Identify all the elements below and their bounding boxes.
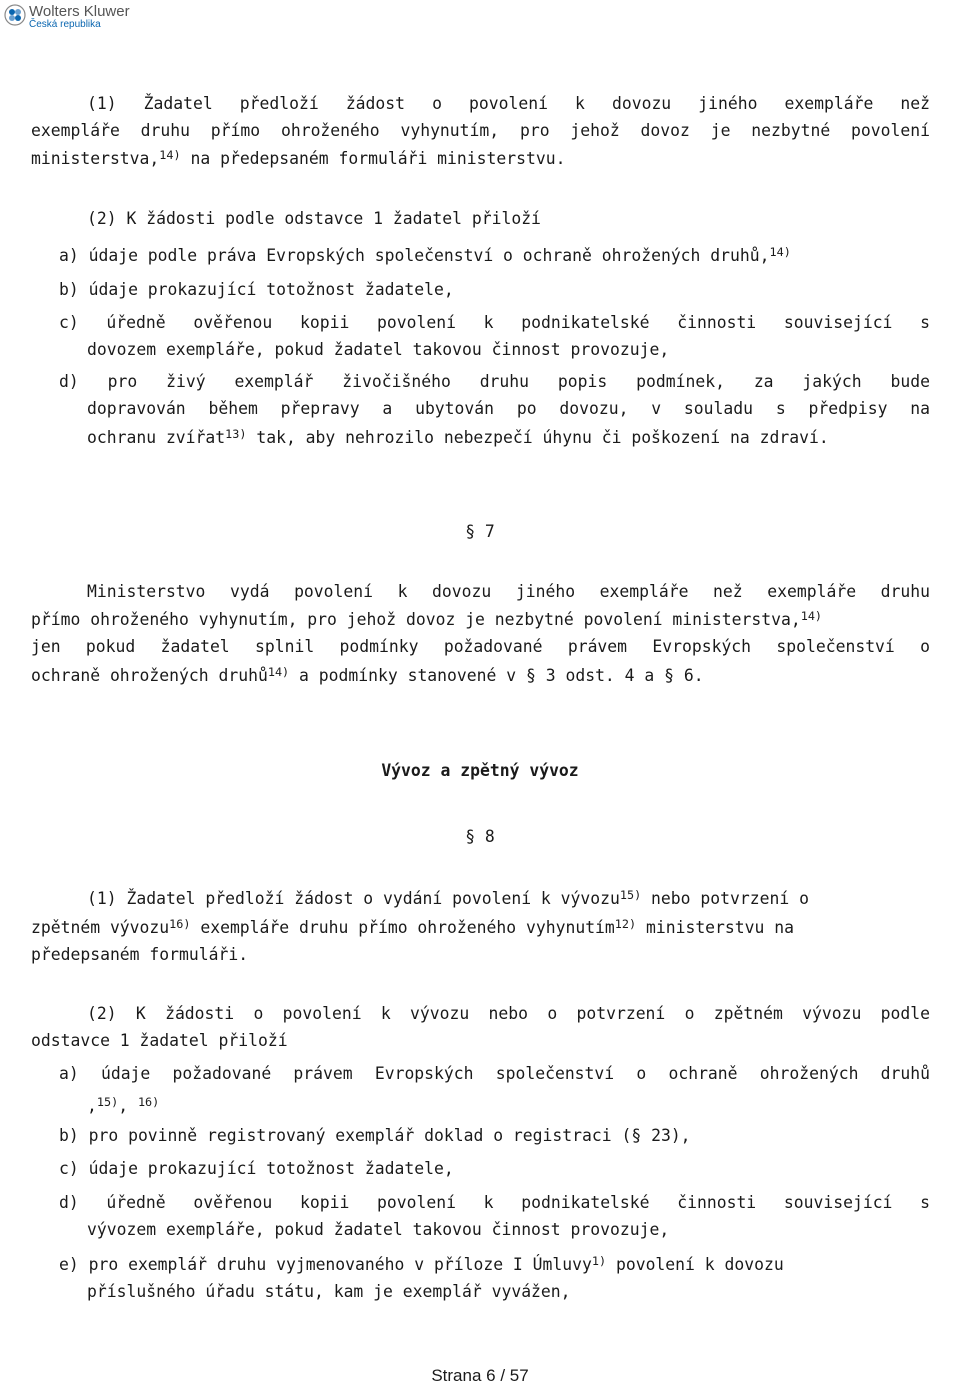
text-line: odstavce 1 žadatel přiloží [31,1031,288,1050]
list-item: e) pro exemplář druhu vyjmenovaného v příloze I Úmluvy$^{1)}$ povolení k dovozu [59,1253,784,1274]
text-line: ochranu zvířat$^{13)}$ tak, aby nehrozilo nebezpečí úhynu či poškození na zdraví. [87,426,829,447]
list-item: a) údaje podle práva Evropských společenství o ochraně ohrožených druhů,$^{14)}$ [59,244,791,265]
list-item: a) údaje požadované právem Evropských společenství o ochraně ohrožených druhů [59,1064,930,1083]
text-line: jen pokud žadatel splnil podmínky požadované právem Evropských společenství o [31,637,930,656]
footnote-ref: 16) [137,1094,160,1109]
text-line: (2) K žádosti podle odstavce 1 žadatel přiloží [87,209,541,228]
wolters-kluwer-logo-icon [4,4,26,26]
text-line: (1) Žadatel předloží žádost o povolení k dovozu jiného exempláře než [87,94,930,113]
footnote-ref: 12) [614,916,637,931]
list-item: b) pro povinně registrovaný exemplář doklad o registraci (§ 23), [59,1126,691,1145]
footnote-ref: 14) [769,244,791,259]
footnote-ref: 14) [800,608,823,623]
footnote-ref: 13) [225,426,247,441]
footnote-ref: 15) [96,1094,119,1109]
section-number: § 7 [465,522,495,541]
text-line: (1) Žadatel předloží žádost o vydání povolení k vývozu$^{15)}$ nebo potvrzení o [87,887,809,908]
brand-name: Wolters Kluwer [29,3,130,20]
list-item: b) údaje prokazující totožnost žadatele, [59,280,454,299]
text-line: předepsaném formuláři. [31,945,249,964]
brand-subtitle: Česká republika [29,19,101,30]
text-line: přímo ohroženého vyhynutím, pro jehož dovoz je nezbytné povolení ministerstva,$^{14)}$ [31,608,823,629]
text-line: ,$^{15)}$, $^{16)}$ [87,1094,160,1115]
text-line: příslušného úřadu státu, kam je exemplář vyvážen, [87,1282,571,1301]
text-line: (2) K žádosti o povolení k vývozu nebo o potvrzení o zpětném vývozu podle [87,1004,930,1023]
text-line: dovozem exempláře, pokud žadatel takovou činnost provozuje, [87,340,670,359]
page-number: Strana 6 / 57 [431,1366,529,1385]
footnote-ref: 16) [169,916,191,931]
footnote-ref: 1) [591,1253,607,1268]
text-line: zpětném vývozu$^{16)}$ exempláře druhu přímo ohroženého vyhynutím$^{12)}$ ministerstvu na [31,916,794,937]
footnote-ref: 14) [267,664,290,679]
wolters-kluwer-logo [4,4,130,30]
list-item: c) úředně ověřenou kopii povolení k podnikatelské činnosti související s [59,313,930,332]
list-item: d) pro živý exemplář živočišného druhu popis podmínek, za jakých bude [59,372,930,391]
text-line: ministerstva,$^{14)}$ na předepsaném formuláři ministerstvu. [31,147,566,168]
text-line: vývozem exempláře, pokud žadatel takovou činnost provozuje, [87,1220,670,1239]
text-line: exempláře druhu přímo ohroženého vyhynutím, pro jehož dovoz je nezbytné povolení [31,121,930,140]
text-line: Ministerstvo vydá povolení k dovozu jiného exempláře než exempláře druhu [87,582,930,601]
footnote-ref: 14) [159,147,181,162]
footnote-ref: 15) [619,887,642,902]
section-number: § 8 [465,827,495,846]
text-line: ochraně ohrožených druhů$^{14)}$ a podmínky stanovené v § 3 odst. 4 a § 6. [31,664,704,685]
text-line: dopravován během přepravy a ubytován po dovozu, v souladu s předpisy na [87,399,930,418]
list-item: d) úředně ověřenou kopii povolení k podnikatelské činnosti související s [59,1193,930,1212]
list-item: c) údaje prokazující totožnost žadatele, [59,1159,454,1178]
section-heading: Vývoz a zpětný vývoz [381,761,579,780]
